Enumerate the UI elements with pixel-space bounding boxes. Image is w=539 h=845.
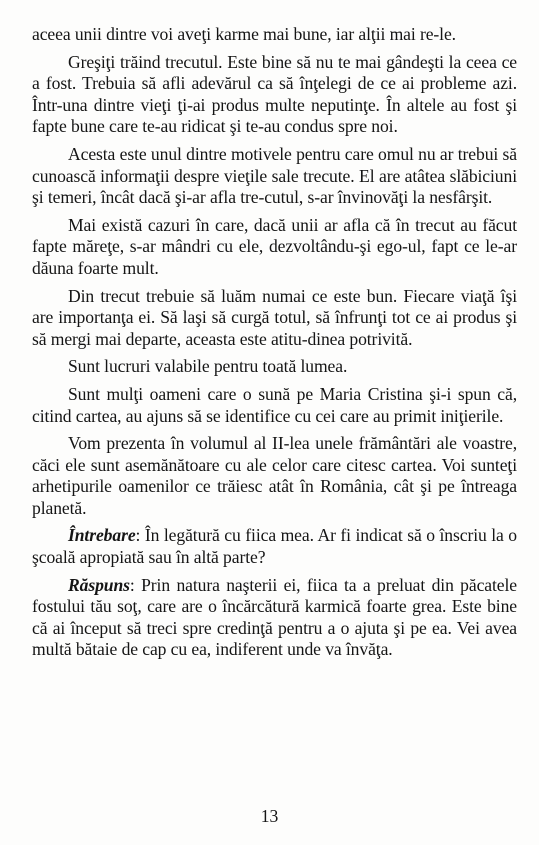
paragraph-text: Sunt mulţi oameni care o sună pe Maria Cristina şi-i spun că, citind cartea, au ajuns să se identifice cu cei care au primit iniţierile. [32,383,517,426]
paragraph-valid-for-all [32,356,517,378]
paragraph-text: Vom prezenta în volumul al II-lea unele frământări ale voastre, căci ele sunt asemănătoare cu ale celor care citesc cartea. Voi sunteţi arhetipurile oamenilor ce trăiesc atât în România, cât şi pe întreaga planetă. [32,433,517,518]
paragraph-text: aceea unii dintre voi aveţi karme mai bune, iar alţii mai re-le. [32,24,456,44]
paragraph-karma-continuation [32,24,517,46]
paragraph-text: Din trecut trebuie să luăm numai ce este bun. Fiecare viaţă îşi are importanţa ei. Să laşi să curgă totul, să înfrunţi tot ce ai produs şi să mergi mai departe, aceasta este atitu-dinea potrivită. [32,285,517,349]
paragraph-question [32,525,517,568]
paragraph-text: Acesta este unul dintre motivele pentru care omul nu ar trebui să cunoască informaţii despre vieţile sale trecute. El are atâtea slăbiciuni şi temeri, încât dacă şi-ar afla tre-cutul, s-ar învinovăţi la nesfârşit. [32,143,517,208]
question-text: : În legătură cu fiica mea. Ar fi indicat să o înscriu la o şcoală apropiată sau în altă parte? [32,525,517,568]
paragraph-great-deeds [32,215,517,280]
paragraph-text: Greşiţi trăind trecutul. Este bine să nu te mai gândeşti la ceea ce a fost. Trebuia să afli adevărul ca să înţelegi de ce ai probleme azi. Într-una dintre vieţi ţi-ai produs multe neputinţe. În altele au fost şi fapte bune care te-au ridicat şi te-au condus spre noi. [32,51,517,137]
paragraph-text: Sunt lucruri valabile pentru toată lumea. [68,356,348,377]
answer-label: Răspuns [68,574,130,595]
paragraph-answer [32,575,517,661]
page-number: 13 [260,806,279,826]
paragraph-past-lives-knowledge [32,144,517,209]
answer-text: : Prin natura naşterii ei, fiica ta a preluat din păcatele fostului tău soţ, care are o încărcătură karmică foarte grea. Este bine că ai început să treci spre credinţă pentru a o ajuta şi pe ea. Vei avea multă bătaie de cap cu ea, indiferent unde va învăţa. [32,574,517,660]
question-label: Întrebare [68,525,136,546]
paragraph-second-volume [32,433,517,519]
paragraph-text: Mai există cazuri în care, dacă unii ar afla că în trecut au făcut fapte măreţe, s-ar mândri cu ele, dezvoltându-şi ego-ul, fapt ce le-ar dăuna foarte mult. [32,214,517,278]
paragraph-take-good [32,286,517,351]
paragraph-living-past [32,52,517,138]
paragraph-readers-identify [32,384,517,427]
